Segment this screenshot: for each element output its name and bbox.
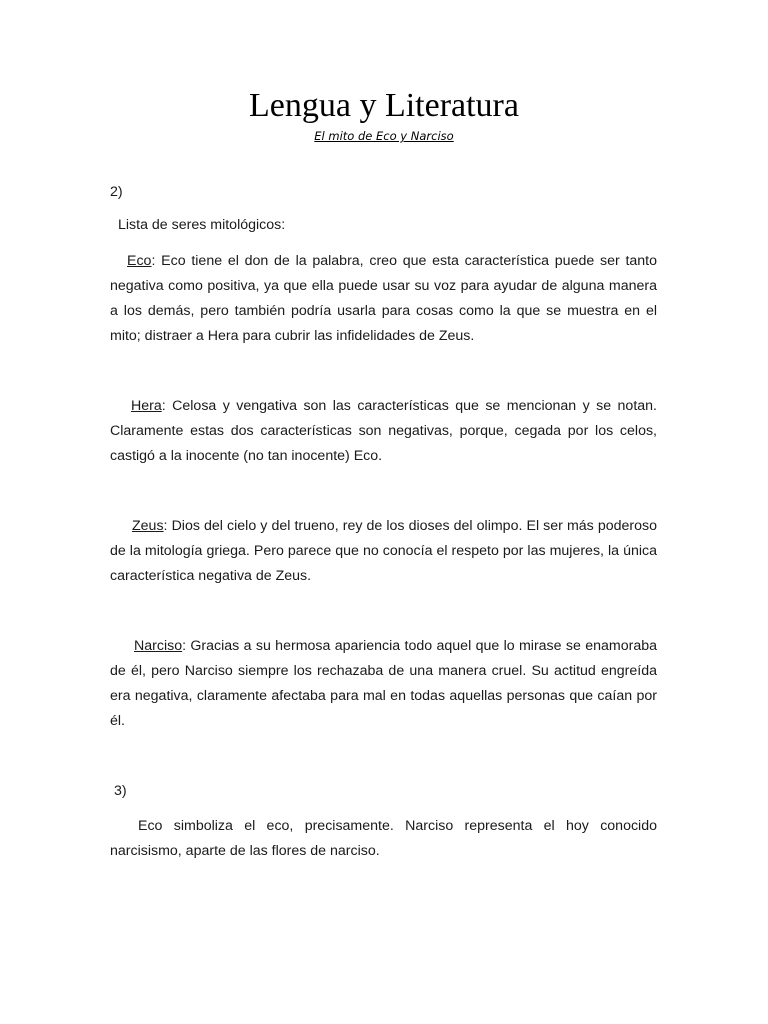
section-2-number: 2) <box>110 184 123 200</box>
text-narciso: : Gracias a su hermosa apariencia todo aquel que lo mirase se enamoraba de él, pero Narciso siempre los rechazaba de una manera cruel. Su actitud engreída era negativa, claramente afectaba para mal en todas aquellas personas que caían por él. <box>110 638 657 729</box>
label-eco: Eco <box>127 253 152 269</box>
label-zeus: Zeus <box>132 518 164 534</box>
text-hera: : Celosa y vengativa son las características que se mencionan y se notan. Claramente estas dos características son negativas, porque, cegada por los celos, castigó a la inocente (no tan inocente) Eco. <box>110 398 657 464</box>
section-3-number: 3) <box>114 783 127 799</box>
paragraph-eco <box>110 249 657 349</box>
text-zeus: : Dios del cielo y del trueno, rey de los dioses del olimpo. El ser más poderoso de la mitología griega. Pero parece que no conocía el respeto por las mujeres, la única característica negativa de Zeus. <box>110 518 657 584</box>
label-hera: Hera <box>131 398 162 414</box>
document-subtitle: El mito de Eco y Narciso <box>314 129 454 143</box>
paragraph-narciso <box>110 634 657 734</box>
label-narciso: Narciso <box>134 638 183 654</box>
paragraph-zeus <box>110 514 657 589</box>
text-eco: : Eco tiene el don de la palabra, creo que esta característica puede ser tanto negativa como positiva, ya que ella puede usar su voz para ayudar de alguna manera a los demás, pero también podría usarla para cosas como la que se muestra en el mito; distraer a Hera para cubrir las infidelidades de Zeus. <box>110 253 657 344</box>
paragraph-hera <box>110 394 657 469</box>
paragraph-section-3: Eco simboliza el eco, precisamente. Narciso representa el hoy conocido narcisismo, aparte de las flores de narciso. <box>110 818 657 859</box>
list-heading: Lista de seres mitológicos: <box>118 217 286 233</box>
document-title: Lengua y Literatura <box>249 87 519 124</box>
